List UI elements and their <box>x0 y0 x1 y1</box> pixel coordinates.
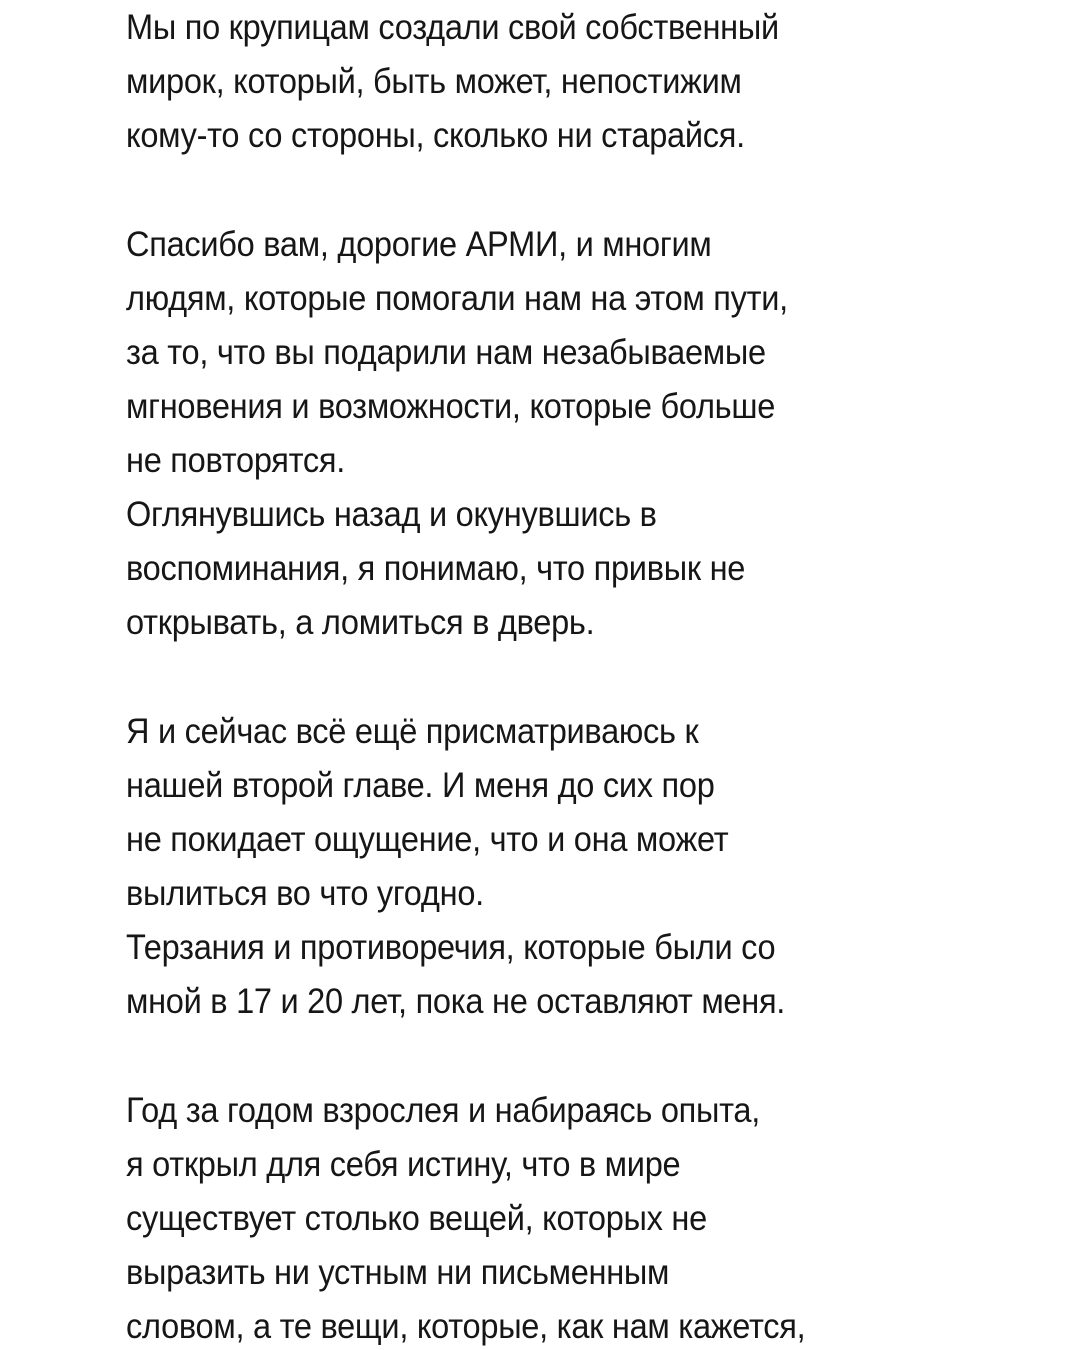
text-line: мирок, который, быть может, непостижим <box>126 62 742 101</box>
text-line: Мы по крупицам создали свой собственный <box>126 8 779 47</box>
text-line: за то, что вы подарили нам незабываемые <box>126 333 766 372</box>
text-line: Спасибо вам, дорогие АРМИ, и многим <box>126 225 712 264</box>
text-line: мной в 17 и 20 лет, пока не оставляют меня. <box>126 982 786 1021</box>
text-line: выразить ни устным ни письменным <box>126 1253 670 1292</box>
text-line: Оглянувшись назад и окунувшись в <box>126 495 657 534</box>
text-line: Год за годом взрослея и набираясь опыта, <box>126 1091 760 1130</box>
text-line: открывать, а ломиться в дверь. <box>126 603 595 642</box>
text-line: нашей второй главе. И меня до сих пор <box>126 766 715 805</box>
text-line: воспоминания, я понимаю, что привык не <box>126 549 746 588</box>
text-line: не покидает ощущение, что и она может <box>126 820 729 859</box>
text-line: Терзания и противоречия, которые были со <box>126 928 776 967</box>
text-line: Я и сейчас всё ещё присматриваюсь к <box>126 712 699 751</box>
text-line: кому-то со стороны, сколько ни старайся. <box>126 116 745 155</box>
text-line: существует столько вещей, которых не <box>126 1199 707 1238</box>
text-line: мгновения и возможности, которые больше <box>126 387 776 426</box>
text-line: я открыл для себя истину, что в мире <box>126 1145 681 1184</box>
text-line: не повторятся. <box>126 441 346 480</box>
text-line: вылиться во что угодно. <box>126 874 484 913</box>
text-line: словом, а те вещи, которые, как нам кажется, <box>126 1307 806 1346</box>
text-line: людям, которые помогали нам на этом пути, <box>126 279 788 318</box>
